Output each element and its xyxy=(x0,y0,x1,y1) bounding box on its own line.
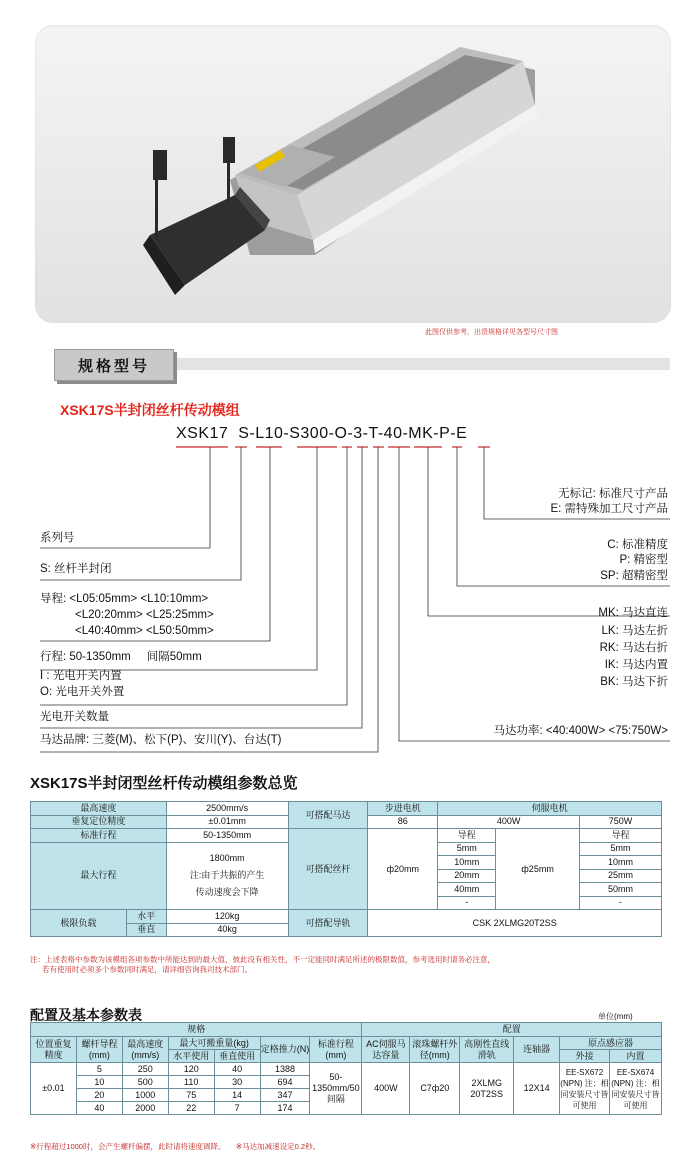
max-speed-label: 最高速度 xyxy=(31,802,167,816)
label-mk: MK: 马达直连 xyxy=(598,607,668,619)
repeat-label: 垂复定位精度 xyxy=(31,815,167,829)
h-load-horizontal: 水平使用 xyxy=(168,1050,214,1063)
load-horizontal-label: 水平 xyxy=(126,910,166,924)
cfg-motor: 400W xyxy=(362,1063,410,1115)
h-sensor-in: 内置 xyxy=(609,1050,661,1063)
code-qty: -3- xyxy=(347,425,369,442)
lead-b-3: 50mm xyxy=(580,883,662,897)
cfg-cell: 10 xyxy=(76,1076,122,1089)
motor-label: 可搭配马达 xyxy=(288,802,368,829)
summary-note-1: 注：上述表格中参数为该模组各项参数中所能达到的最大值，彼此没有相关性，不一定能同时满足所述的极限数值，参考选用时请务必注意， xyxy=(30,955,495,964)
lead-a-4: - xyxy=(438,896,496,910)
lead-b-0: 5mm xyxy=(580,842,662,856)
cfg-cell: 14 xyxy=(214,1089,260,1102)
config-header: 配置 xyxy=(362,1023,662,1037)
summary-title: XSK17S半封闭型丝杆传动模组参数总览 xyxy=(30,775,298,792)
cfg-cell: 30 xyxy=(214,1076,260,1089)
code-precision: P xyxy=(439,425,451,442)
label-s: S: 丝杆半封闭 xyxy=(40,563,112,575)
code-sensor: O xyxy=(334,425,348,442)
model-title: XSK17S半封闭丝杆传动模组 xyxy=(60,402,240,418)
label-lead-3: <L40:40mm> <L50:50mm> xyxy=(75,625,214,637)
config-unit: 单位(mm) xyxy=(598,1012,633,1021)
cfg-cell: 694 xyxy=(260,1076,310,1089)
h-coupling: 连轴器 xyxy=(514,1037,560,1063)
load-vertical-value: 40kg xyxy=(166,923,288,937)
section-tab-label: 规格型号 xyxy=(54,349,174,381)
h-repeat: 位置重复精度 xyxy=(31,1037,77,1063)
label-bk: BK: 马达下折 xyxy=(600,676,668,688)
cfg-sensor-out: EE-SX672 (NPN) 注：相同安装尺寸皆可使用 xyxy=(560,1063,610,1115)
label-sensor-qty: 光电开关数量 xyxy=(40,711,109,723)
h-lead: 螺杆导程(mm) xyxy=(76,1037,122,1063)
cfg-cell: 22 xyxy=(168,1102,214,1115)
cfg-rail: 2XLMG 20T2SS xyxy=(460,1063,514,1115)
h-load-vertical: 垂直使用 xyxy=(214,1050,260,1063)
code-s: S xyxy=(238,425,250,442)
cfg-cell: 75 xyxy=(168,1089,214,1102)
cfg-cell: 250 xyxy=(122,1063,168,1076)
label-power: 马达功率: <40:400W> <75:750W> xyxy=(493,725,668,737)
cfg-coupling: 12X14 xyxy=(514,1063,560,1115)
h-screw: 滚珠螺杆外径(mm) xyxy=(410,1037,460,1063)
motor-750w: 750W xyxy=(580,815,662,829)
label-sensor-in: I : 光电开关内置 xyxy=(40,670,122,682)
code-stroke: S300- xyxy=(289,425,335,442)
code-special: E xyxy=(456,425,468,442)
lead-b-4: - xyxy=(580,896,662,910)
cfg-cell: 40 xyxy=(76,1102,122,1115)
label-ik: IK: 马达内置 xyxy=(604,659,668,671)
cfg-cell: 7 xyxy=(214,1102,260,1115)
std-stroke-value: 50-1350mm xyxy=(166,829,288,843)
screw-d25: ф25mm xyxy=(496,829,580,910)
label-c-std: C: 标准精度 xyxy=(607,539,668,551)
spec-header: 规格 xyxy=(31,1023,362,1037)
label-sensor-out: O: 光电开关外置 xyxy=(40,686,125,698)
max-stroke-note-2: 传动速度会下降 xyxy=(195,887,259,898)
lead-header-a: 导程 xyxy=(438,829,496,843)
servo-header: 伺服电机 xyxy=(438,802,662,816)
cfg-repeat: ±0.01 xyxy=(31,1063,77,1115)
load-vertical-label: 垂直 xyxy=(126,923,166,937)
label-lead-1: 导程: <L05:05mm> <L10:10mm> xyxy=(40,593,209,605)
summary-note-2: 若有使用时必须多个参数同时满足，请详细咨询我司技术部门。 xyxy=(42,965,252,974)
code-lead: -L10- xyxy=(249,425,290,442)
label-series: 系列号 xyxy=(40,532,75,544)
rail-label: 可搭配导轨 xyxy=(288,910,368,937)
cfg-cell: 1000 xyxy=(122,1089,168,1102)
load-label: 极限负载 xyxy=(31,910,127,937)
cfg-cell: 5 xyxy=(76,1063,122,1076)
max-stroke-label: 最大行程 xyxy=(31,842,167,910)
h-motor: AC伺服马达容量 xyxy=(362,1037,410,1063)
h-sensor: 原点感应器 xyxy=(560,1037,662,1050)
h-speed: 最高速度(mm/s) xyxy=(122,1037,168,1063)
cfg-cell: 110 xyxy=(168,1076,214,1089)
repeat-value: ±0.01mm xyxy=(166,815,288,829)
lead-header-b: 导程 xyxy=(580,829,662,843)
h-rail: 高刚性直线滑轨 xyxy=(460,1037,514,1063)
label-lk: LK: 马达左折 xyxy=(601,625,668,637)
max-stroke-value: 1800mm xyxy=(209,853,245,864)
summary-table xyxy=(30,801,662,937)
cfg-cell: 40 xyxy=(214,1063,260,1076)
label-std-size: 无标记: 标准尺寸产品 xyxy=(558,488,668,500)
code-brand: T xyxy=(368,425,378,442)
cfg-sensor-in: EE-SX674 (NPN) 注：相同安装尺寸皆可使用 xyxy=(609,1063,661,1115)
max-stroke-cell xyxy=(166,842,288,910)
cfg-stroke: 50-1350mm/50间隔 xyxy=(310,1063,362,1115)
code-mount: MK xyxy=(408,425,434,442)
cfg-cell: 1388 xyxy=(260,1063,310,1076)
motor-86: 86 xyxy=(368,815,438,829)
motor-400w: 400W xyxy=(438,815,580,829)
cfg-cell: 20 xyxy=(76,1089,122,1102)
lead-a-3: 40mm xyxy=(438,883,496,897)
lead-b-1: 10mm xyxy=(580,856,662,870)
config-table xyxy=(30,1022,662,1115)
screw-d20: ф20mm xyxy=(368,829,438,910)
label-sp-prec: SP: 超精密型 xyxy=(600,570,668,582)
config-title: 配置及基本参数表 xyxy=(30,1007,142,1023)
load-horizontal-value: 120kg xyxy=(166,910,288,924)
cfg-cell: 347 xyxy=(260,1089,310,1102)
cfg-cell: 500 xyxy=(122,1076,168,1089)
label-p-prec: P: 精密型 xyxy=(619,554,668,566)
rail-value: CSK 2XLMG20T2SS xyxy=(368,910,662,937)
label-special: E: 需特殊加工尺寸产品 xyxy=(550,503,668,515)
cfg-cell: 120 xyxy=(168,1063,214,1076)
model-code: XSK17 S-L10-S300-O-3-T-40-MK-P-E xyxy=(176,425,468,442)
stepper-header: 步进电机 xyxy=(368,802,438,816)
label-rk: RK: 马达右折 xyxy=(599,642,668,654)
std-stroke-label: 标准行程 xyxy=(31,829,167,843)
code-series: XSK17 xyxy=(176,425,229,442)
cfg-screw: C7ф20 xyxy=(410,1063,460,1115)
label-stroke: 行程: 50-1350mm 间隔50mm xyxy=(40,651,202,663)
label-lead-2: <L20:20mm> <L25:25mm> xyxy=(75,609,214,621)
lead-a-0: 5mm xyxy=(438,842,496,856)
cfg-cell: 2000 xyxy=(122,1102,168,1115)
lead-a-2: 20mm xyxy=(438,869,496,883)
lead-b-2: 25mm xyxy=(580,869,662,883)
max-speed-value: 2500mm/s xyxy=(166,802,288,816)
lead-a-1: 10mm xyxy=(438,856,496,870)
cfg-cell: 174 xyxy=(260,1102,310,1115)
label-motor-brand: 马达品牌: 三菱(M)、松下(P)、安川(Y)、台达(T) xyxy=(40,734,282,746)
screw-label: 可搭配丝杆 xyxy=(288,829,368,910)
code-power: -40- xyxy=(377,425,409,442)
image-disclaimer: 此图仅供参考，出货规格详见各型号尺寸图 xyxy=(425,329,558,336)
h-load: 最大可搬重量(kg) xyxy=(168,1037,260,1050)
config-note: ※行程超过1000时，会产生螺杆偏摆，此时请将速度调降。 ※马达加减速设定0.2秒。 xyxy=(30,1142,321,1151)
h-sensor-out: 外接 xyxy=(560,1050,610,1063)
h-thrust: 定格推力(N) xyxy=(260,1037,310,1063)
summary-note xyxy=(30,955,495,975)
max-stroke-note-1: 注:由于共振的产生 xyxy=(189,870,265,881)
h-stroke: 标准行程(mm) xyxy=(310,1037,362,1063)
